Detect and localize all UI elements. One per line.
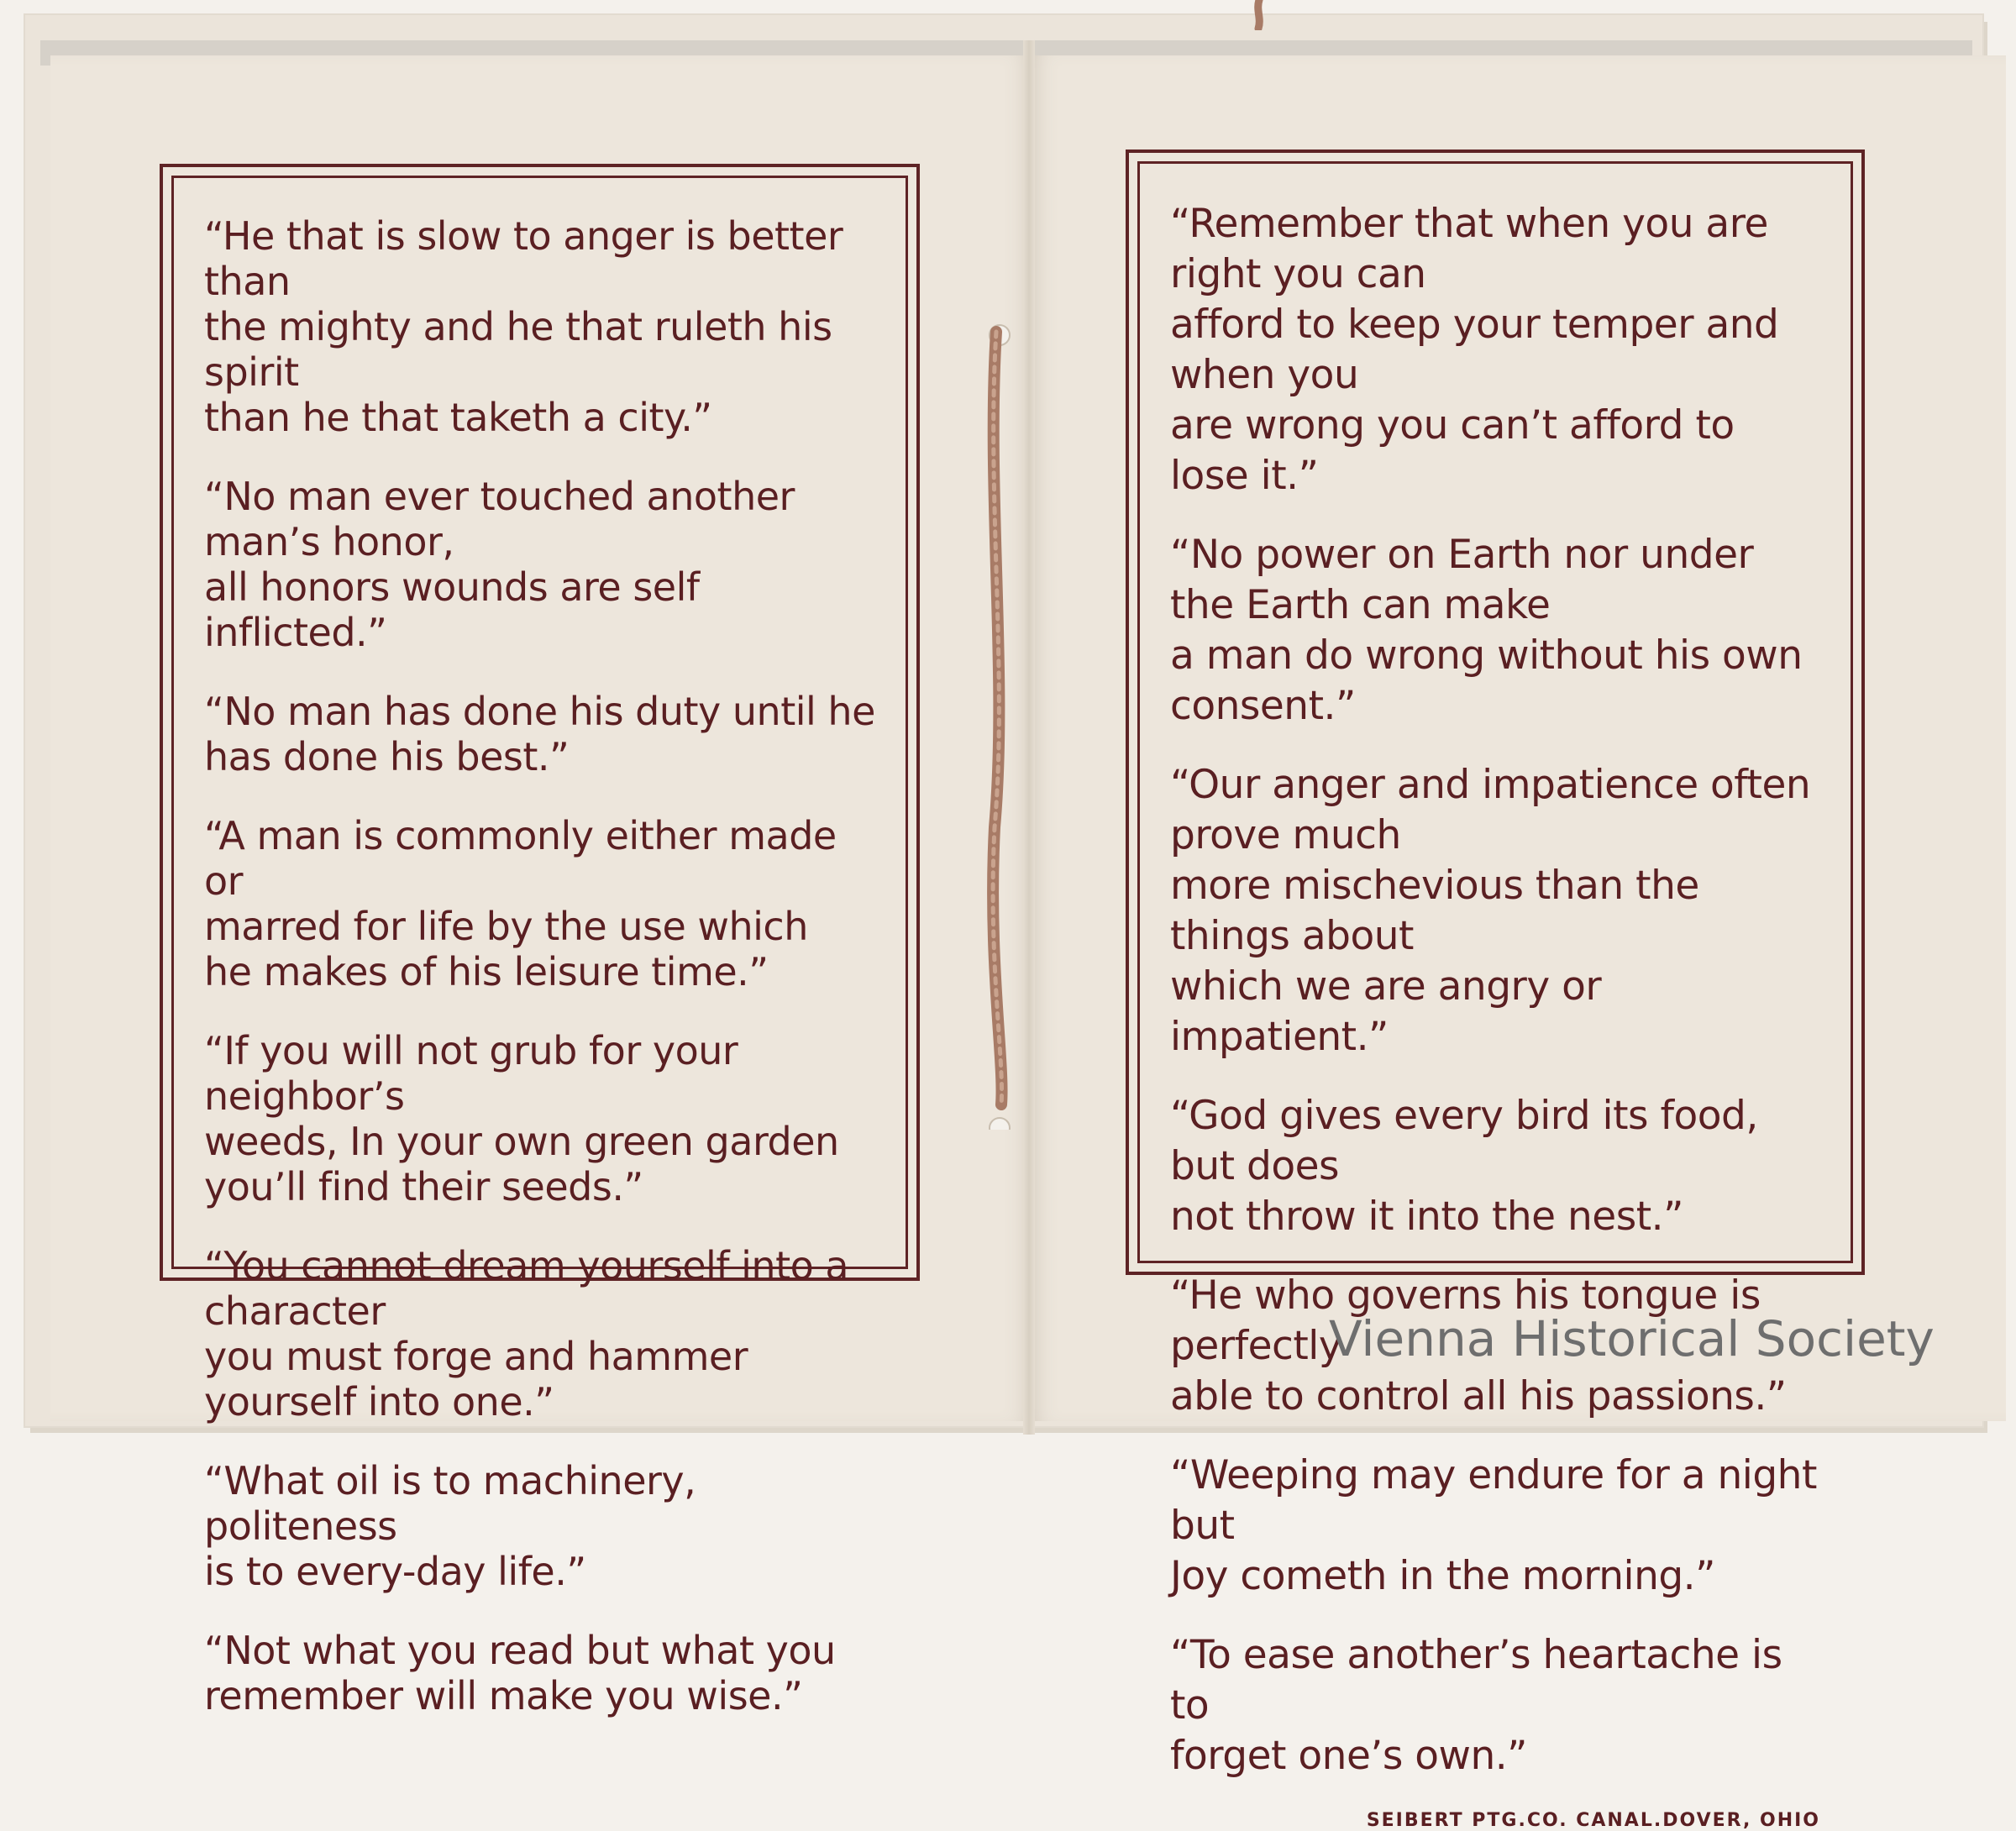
- quote: “Not what you read but what you remember will make you wise.”: [204, 1628, 836, 1718]
- quote: “Weeping may endure for a night but Joy cometh in the morning.”: [1170, 1452, 1817, 1599]
- punch-hole-bottom: [990, 1118, 1010, 1130]
- quote: “No power on Earth nor under the Earth can make a man do wrong without his own consent.”: [1170, 532, 1803, 729]
- cord-top-end: [1248, 0, 1270, 30]
- quote: “A man is commonly either made or marred for life by the use which he makes of his leisure time.”: [204, 813, 837, 994]
- binding-cord: [983, 323, 1016, 1130]
- quote: “Our anger and impatience often prove much more mischevious than the things about which we are angry or impatient.”: [1170, 762, 1811, 1060]
- quote: “God gives every bird its food, but does not throw it into the nest.”: [1170, 1093, 1758, 1240]
- quote: “He that is slow to anger is better than the mighty and he that ruleth his spirit than he that taketh a city.”: [204, 213, 843, 440]
- quote: “Remember that when you are right you can afford to keep your temper and when you are wrong you can’t afford to lose it.”: [1170, 201, 1779, 499]
- quote: “No man has done his duty until he has done his best.”: [204, 689, 875, 779]
- watermark: Vienna Historical Society: [1329, 1310, 1935, 1367]
- left-quote-frame: [160, 164, 920, 1718]
- quote: “You cannot dream yourself into a character you must forge and hammer yourself into one.”: [204, 1243, 849, 1424]
- quote: “No man ever touched another man’s honor, all honors wounds are self inflicted.”: [204, 474, 795, 655]
- quote: “What oil is to machinery, politeness is to every-day life.”: [204, 1458, 696, 1594]
- left-quote-frame-inner: [171, 176, 908, 1718]
- quote: “If you will not grub for your neighbor’s weeds, In your own green garden you’ll find their seeds.”: [204, 1028, 839, 1209]
- quote: “He who governs his tongue is perfectly able to control all his passions.”: [1170, 1272, 1787, 1419]
- spine-fold: [1023, 40, 1035, 1435]
- printer-imprint: SEIBERT PTG.CO. CANAL.DOVER, OHIO: [1366, 1810, 1820, 1831]
- quote: “To ease another’s heartache is to forget one’s own.”: [1170, 1632, 1782, 1779]
